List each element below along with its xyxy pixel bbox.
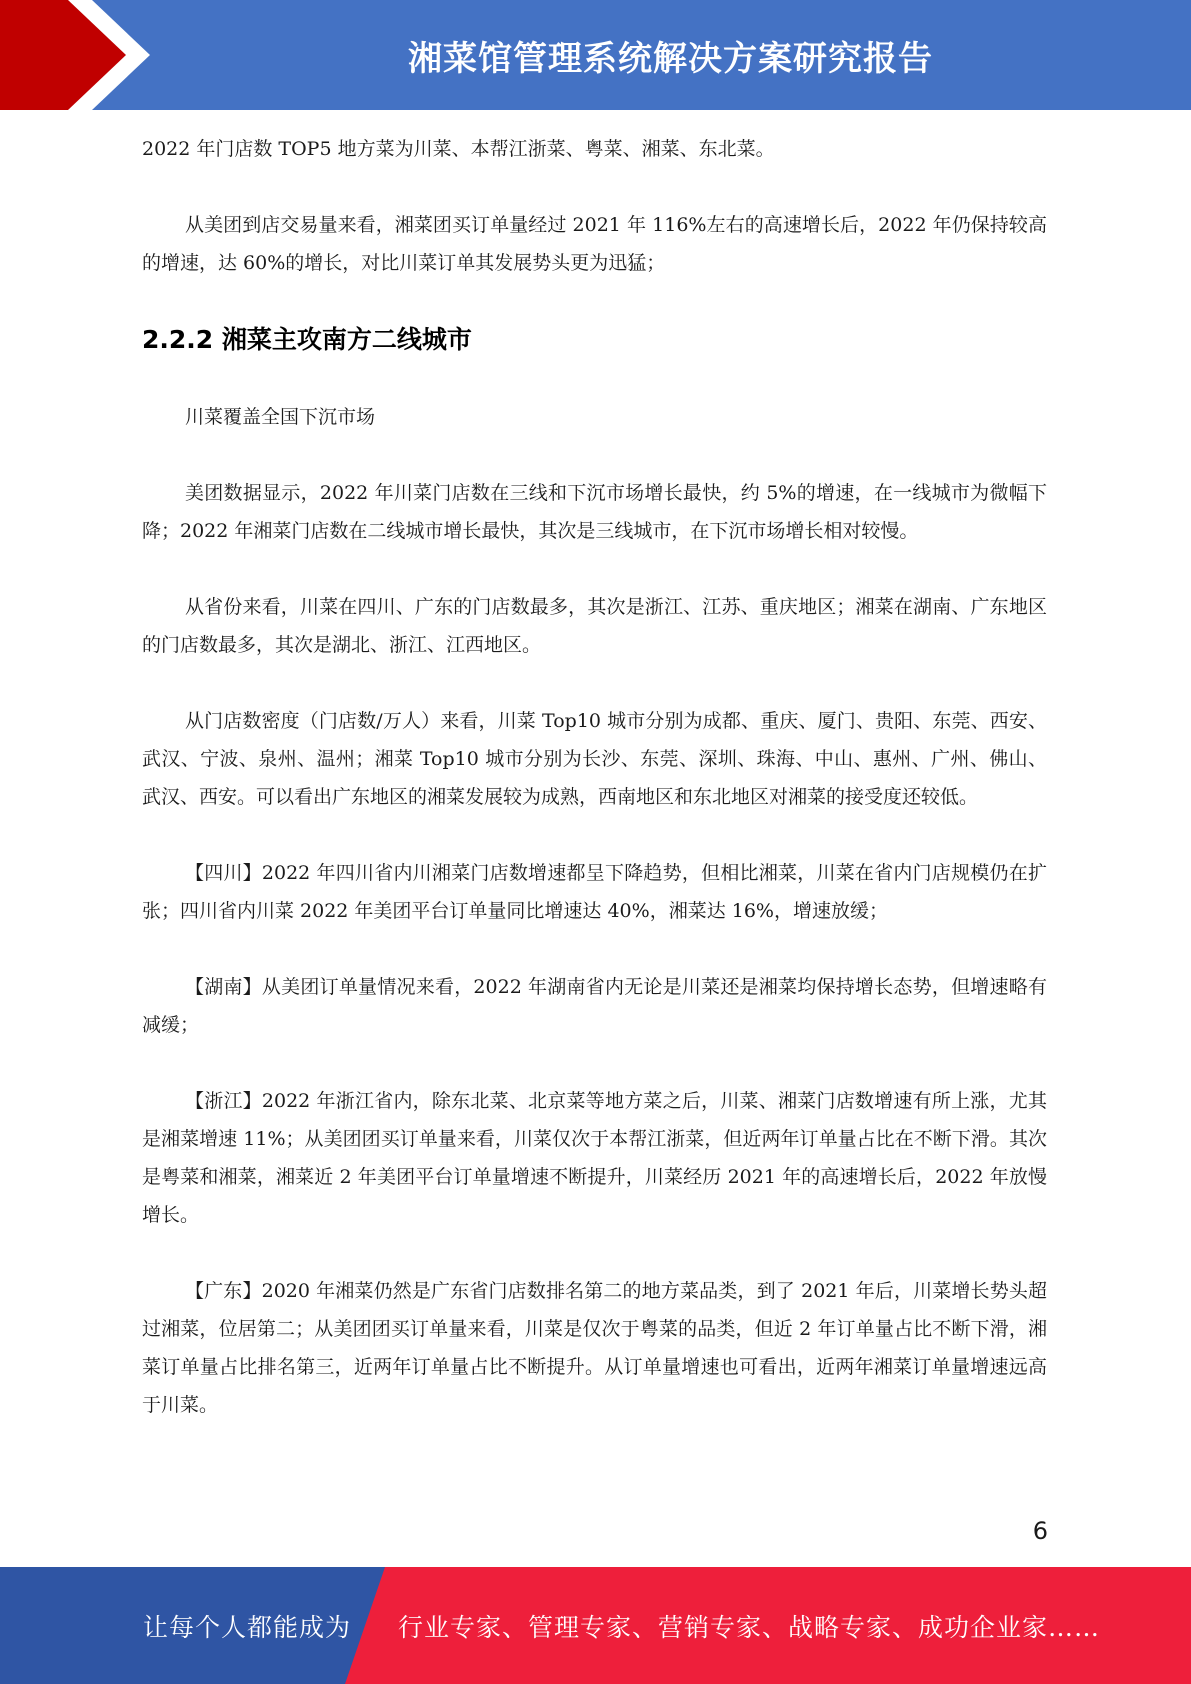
footer-slogan-right: 行业专家、管理专家、营销专家、战略专家、成功企业家……: [398, 1612, 1101, 1642]
paragraph-provinces: 从省份来看，川菜在四川、广东的门店数最多，其次是浙江、江苏、重庆地区；湘菜在湖南、广东地区的门店数最多，其次是湖北、浙江、江西地区。: [142, 596, 1047, 656]
section-heading: 2.2.2 湘菜主攻南方二线城市: [142, 325, 472, 354]
page-footer: [0, 1567, 1191, 1684]
paragraph-meituan-data: 美团数据显示，2022 年川菜门店数在三线和下沉市场增长最快，约 5%的增速，在一线城市为微幅下降；2022 年湘菜门店数在二线城市增长最快，其次是三线城市，在下沉市场增长相对较慢。: [142, 482, 1047, 542]
paragraph-guangdong: 【广东】2020 年湘菜仍然是广东省门店数排名第二的地方菜品类，到了 2021 年后，川菜增长势头超过湘菜，位居第二；从美团团买订单量来看，川菜是仅次于粤菜的品类，但近 2 年订单量占比不断下滑，湘菜订单量占比排名第三，近两年订单量占比不断提升。从订单量增速也可看出，近两年湘菜订单量增速远高于川菜。: [142, 1280, 1047, 1416]
page-content: [142, 130, 1047, 1462]
page-header: [0, 0, 1191, 110]
paragraph-meituan-trade: 从美团到店交易量来看，湘菜团买订单量经过 2021 年 116%左右的高速增长后，2022 年仍保持较高的增速，达 60%的增长，对比川菜订单其发展势头更为迅猛；: [142, 214, 1047, 274]
report-title: 湘菜馆管理系统解决方案研究报告: [408, 38, 933, 79]
header-arrow-decoration: [0, 0, 150, 110]
paragraph-zhejiang: 【浙江】2022 年浙江省内，除东北菜、北京菜等地方菜之后，川菜、湘菜门店数增速有所上涨，尤其是湘菜增速 11%；从美团团买订单量来看，川菜仅次于本帮江浙菜，但近两年订单量占比在不断下滑。其次是粤菜和湘菜，湘菜近 2 年美团平台订单量增速不断提升，川菜经历 2021 年的高速增长后，2022 年放慢增长。: [142, 1090, 1047, 1226]
footer-slogan-left: 让每个人都能成为: [143, 1612, 352, 1642]
paragraph-density: 从门店数密度（门店数/万人）来看，川菜 Top10 城市分别为成都、重庆、厦门、贵阳、东莞、西安、武汉、宁波、泉州、温州；湘菜 Top10 城市分别为长沙、东莞、深圳、珠海、中山、惠州、广州、佛山、武汉、西安。可以看出广东地区的湘菜发展较为成熟，西南地区和东北地区对湘菜的接受度还较低。: [142, 710, 1047, 808]
paragraph-sichuan: 【四川】2022 年四川省内川湘菜门店数增速都呈下降趋势，但相比湘菜，川菜在省内门店规模仍在扩张；四川省内川菜 2022 年美团平台订单量同比增速达 40%，湘菜达 16%，增速放缓；: [142, 862, 1047, 922]
page-number: 6: [1032, 1517, 1048, 1545]
paragraph-subtitle: 川菜覆盖全国下沉市场: [185, 406, 376, 428]
paragraph-top5: 2022 年门店数 TOP5 地方菜为川菜、本帮江浙菜、粤菜、湘菜、东北菜。: [142, 138, 775, 160]
paragraph-hunan: 【湖南】从美团订单量情况来看，2022 年湖南省内无论是川菜还是湘菜均保持增长态势，但增速略有减缓；: [142, 976, 1047, 1036]
